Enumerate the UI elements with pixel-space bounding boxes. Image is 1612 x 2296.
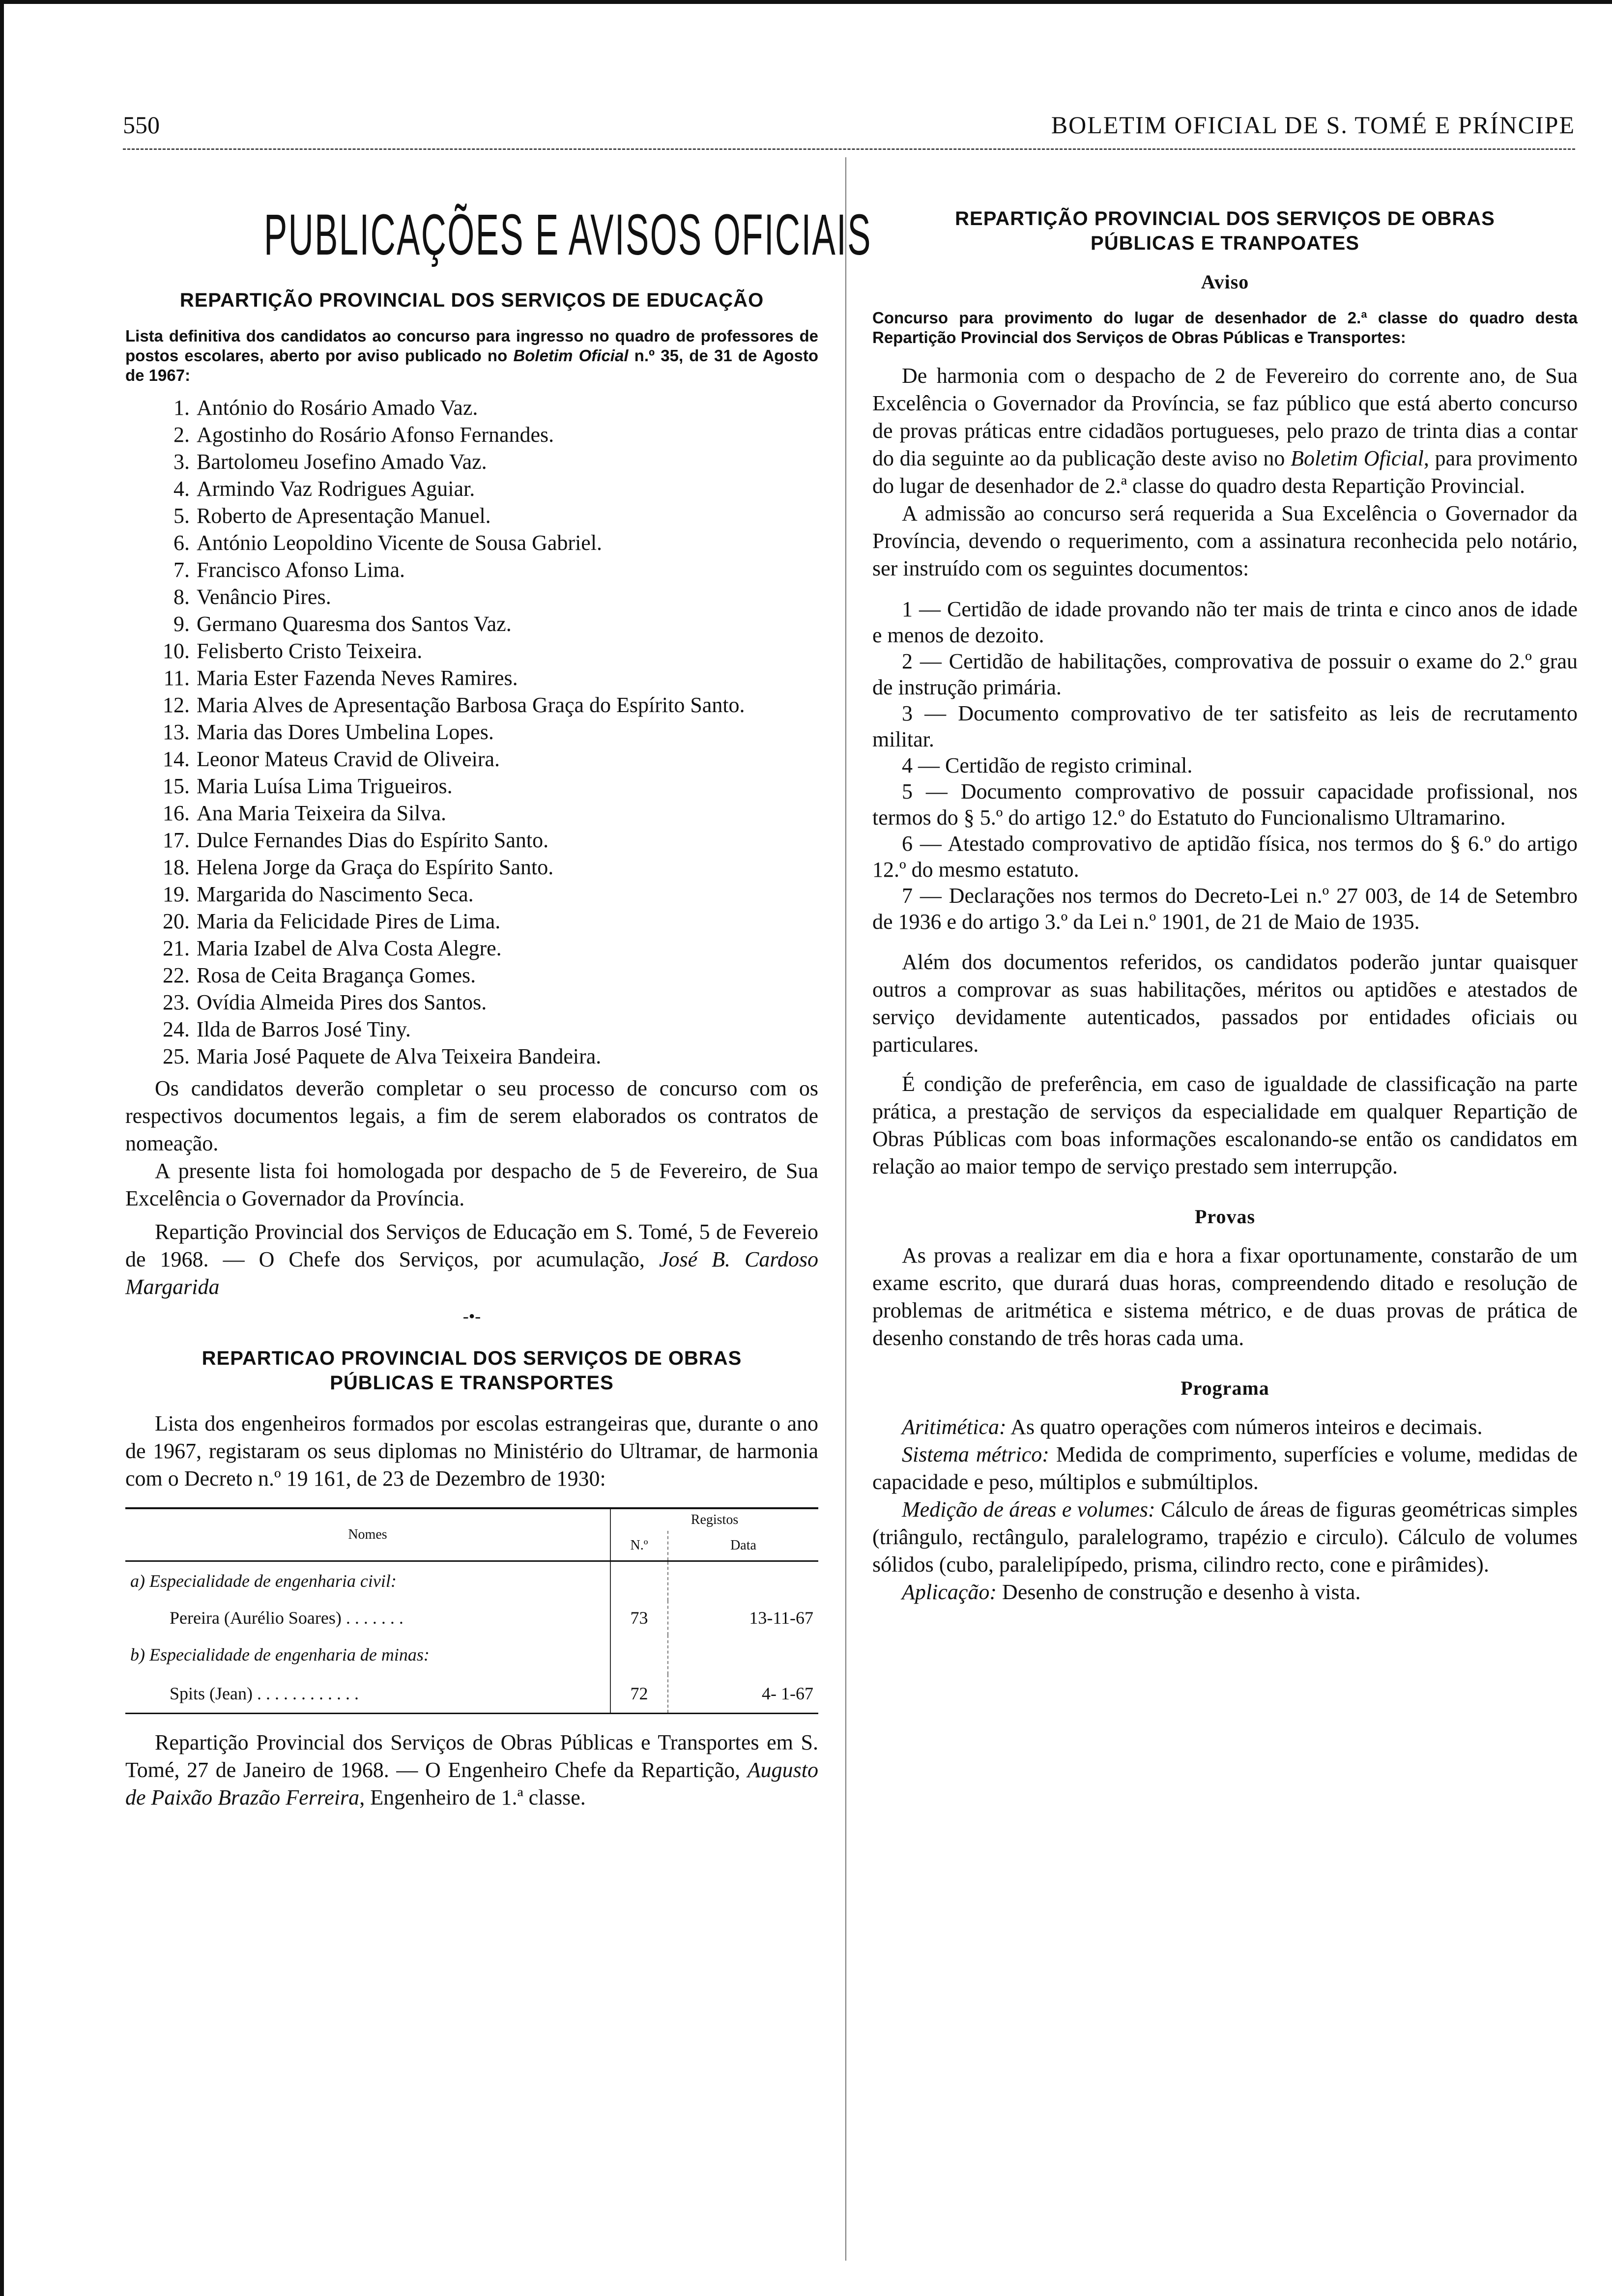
candidate-number: 6. bbox=[173, 531, 190, 555]
engineers-intro: Lista dos engenheiros formados por escolas estrangeiras que, durante o ano de 1967, registaram os seus diplomas no Ministério do Ultramar, de harmonia com o Decreto n.º 19 161, de 23 de Dezembro de 1930: bbox=[125, 1411, 818, 1491]
engineers-closing bbox=[125, 1729, 818, 1811]
candidate-item bbox=[125, 935, 818, 962]
education-signatory: José B. Cardoso Margarida bbox=[125, 1247, 818, 1299]
group-b-label: b) Especialidade de engenharia de minas: bbox=[130, 1644, 430, 1665]
engineers-closing-text: Repartição Provincial dos Serviços de Obras Públicas e Transportes em S. Tomé, 27 de Janeiro de 1968. — O Engenheiro Chefe da Repartição, bbox=[125, 1730, 818, 1782]
candidate-number: 8. bbox=[173, 585, 190, 609]
programa-item bbox=[872, 1413, 1578, 1441]
candidate-item bbox=[125, 854, 818, 881]
registo-num: 73 bbox=[610, 1601, 668, 1635]
candidate-name: Roberto de Apresentação Manuel. bbox=[197, 504, 491, 528]
running-title: BOLETIM OFICIAL DE S. TOMÉ E PRÍNCIPE bbox=[1051, 111, 1575, 139]
education-para-2: A presente lista foi homologada por despacho de 5 de Fevereiro, de Sua Excelência o Governador da Província. bbox=[125, 1159, 818, 1210]
document-item: 7 — Declarações nos termos do Decreto-Lei n.º 27 003, de 14 de Setembro de 1936 e do artigo 3.º da Lei n.º 1901, de 21 de Maio de 1935. bbox=[872, 884, 1578, 934]
candidate-number: 15. bbox=[163, 774, 190, 798]
candidate-item bbox=[125, 448, 818, 475]
candidate-name: Helena Jorge da Graça do Espírito Santo. bbox=[197, 855, 554, 879]
aviso-lead: Concurso para provimento do lugar de desenhador de 2.ª classe do quadro desta Repartição Provincial dos Serviços de Obras Públicas e Transportes: bbox=[872, 309, 1578, 346]
column-rule bbox=[845, 157, 846, 2261]
candidate-number: 10. bbox=[163, 639, 190, 663]
programa-heading: Programa bbox=[1180, 1377, 1269, 1399]
candidate-item bbox=[125, 1043, 818, 1070]
programa-item bbox=[872, 1441, 1578, 1496]
candidate-number: 3. bbox=[173, 450, 190, 474]
registo-date: 13-11-67 bbox=[668, 1601, 818, 1635]
candidate-name: António Leopoldino Vicente de Sousa Gabriel. bbox=[197, 531, 603, 555]
header-rule bbox=[123, 148, 1575, 150]
aviso-heading-line-1: REPARTIÇÃO PROVINCIAL DOS SERVIÇOS DE OBRAS bbox=[955, 208, 1495, 230]
programa-term: Medição de áreas e volumes: bbox=[902, 1497, 1155, 1521]
candidate-number: 21. bbox=[163, 936, 190, 960]
programa-desc: As quatro operações com números inteiros e decimais. bbox=[1006, 1415, 1483, 1439]
candidate-number: 2. bbox=[173, 423, 190, 447]
programa-term: Aplicação: bbox=[902, 1580, 997, 1604]
aviso-para-1-journal: Boletim Oficial bbox=[1291, 446, 1424, 470]
document-item: 3 — Documento comprovativo de ter satisfeito as leis de recrutamento militar. bbox=[872, 701, 1578, 751]
document-item: 2 — Certidão de habilitações, comprovativa de possuir o exame do 2.º grau de instrução primária. bbox=[872, 649, 1578, 699]
programa-desc: Medida de comprimento, superfícies e volume, medidas de capacidade e peso, múltiplos e submúltiplos. bbox=[872, 1442, 1578, 1494]
aviso-para-4: É condição de preferência, em caso de igualdade de classificação na parte prática, a prestação de serviços da especialidade em qualquer Repartição de Obras Públicas com boas informações escalonando-se então os candidatos em relação ao maior tempo de serviço prestado sem interrupção. bbox=[872, 1072, 1578, 1178]
candidate-name: Leonor Mateus Cravid de Oliveira. bbox=[197, 747, 500, 771]
candidate-number: 7. bbox=[173, 558, 190, 582]
candidate-number: 16. bbox=[163, 801, 190, 825]
obras-heading-line-1: REPARTICAO PROVINCIAL DOS SERVIÇOS DE OBRAS bbox=[202, 1348, 742, 1369]
candidate-item bbox=[125, 881, 818, 908]
programa-term: Aritimética: bbox=[902, 1415, 1007, 1439]
candidate-name: Maria Ester Fazenda Neves Ramires. bbox=[197, 666, 518, 690]
education-closing-text: Repartição Provincial dos Serviços de Educação em S. Tomé, 5 de Fevereio de 1968. — O Chefe dos Serviços, por acumulação, bbox=[125, 1220, 818, 1271]
candidate-name: Maria da Felicidade Pires de Lima. bbox=[197, 909, 501, 933]
candidate-number: 24. bbox=[163, 1017, 190, 1041]
provas-text: As provas a realizar em dia e hora a fixar oportunamente, constarão de um exame escrito, que durará duas horas, compreendendo ditado e resolução de problemas de aritmética e sistema métrico, e de duas provas de prática de desenho constando de três horas cada uma. bbox=[872, 1243, 1578, 1350]
table-row: Pereira (Aurélio Soares) . . . . . . . 73 13-11-67 bbox=[125, 1601, 818, 1635]
group-a-label: a) Especialidade de engenharia civil: bbox=[130, 1571, 397, 1591]
candidate-item bbox=[125, 1016, 818, 1043]
candidate-item bbox=[125, 421, 818, 448]
candidate-name: Ana Maria Teixeira da Silva. bbox=[197, 801, 447, 825]
candidate-item bbox=[125, 583, 818, 610]
education-lead-journal: Boletim Oficial bbox=[513, 346, 629, 365]
programa-desc: Cálculo de áreas de figuras geométricas simples (triângulo, rectângulo, paralelogramo, trapézio e circulo). Cálculo de volumes sólidos (cubo, paralelipípedo, prisma, cilindro recto, cone e pirâmides). bbox=[872, 1497, 1578, 1577]
education-lead bbox=[125, 326, 818, 385]
engineer-name: Spits (Jean) bbox=[170, 1683, 253, 1703]
candidate-number: 22. bbox=[163, 963, 190, 987]
candidate-number: 9. bbox=[173, 612, 190, 636]
candidate-number: 20. bbox=[163, 909, 190, 933]
document-item: 1 — Certidão de idade provando não ter mais de trinta e cinco anos de idade e menos de dezoito. bbox=[872, 597, 1578, 647]
candidate-number: 11. bbox=[163, 666, 190, 690]
education-closing bbox=[125, 1218, 818, 1301]
col-header-registos: Registos bbox=[610, 1508, 818, 1531]
candidate-item bbox=[125, 962, 818, 989]
aviso-title: Aviso bbox=[1201, 271, 1249, 293]
aviso-para-1-end: , para provimento do lugar de desenhador de 2.ª classe do quadro desta Repartição Provincial. bbox=[872, 446, 1578, 498]
candidate-item bbox=[125, 908, 818, 935]
candidate-item bbox=[125, 746, 818, 773]
candidate-name: Francisco Afonso Lima. bbox=[197, 558, 405, 582]
candidate-number: 5. bbox=[173, 504, 190, 528]
candidate-item bbox=[125, 637, 818, 664]
candidate-number: 18. bbox=[163, 855, 190, 879]
candidate-number: 23. bbox=[163, 990, 190, 1014]
candidate-name: Bartolomeu Josefino Amado Vaz. bbox=[197, 450, 487, 474]
candidate-name: Maria Alves de Apresentação Barbosa Graça do Espírito Santo. bbox=[197, 693, 745, 717]
left-column bbox=[125, 162, 872, 2267]
col-header-names: Nomes bbox=[348, 1527, 387, 1542]
aviso-para-1-text: De harmonia com o despacho de 2 de Fevereiro do corrente ano, de Sua Excelência o Governador da Província, se faz público que está aberto concurso de provas práticas entre cidadãos portugueses, pelo prazo de trinta dias a contar do dia seguinte ao da publicação deste aviso no bbox=[872, 364, 1578, 470]
candidate-number: 19. bbox=[163, 882, 190, 906]
education-lead-ref: n.º 35, de 31 de Agosto de 1967: bbox=[125, 346, 818, 384]
engineers-table bbox=[125, 1507, 818, 1714]
aviso-para-2: A admissão ao concurso será requerida a Sua Excelência o Governador da Província, devendo o requerimento, com a assinatura reconhecida pelo notário, ser instruído com os seguintes documentos: bbox=[872, 501, 1578, 580]
document-list bbox=[872, 596, 1578, 935]
candidate-item bbox=[125, 989, 818, 1016]
candidate-name: Venâncio Pires. bbox=[197, 585, 331, 609]
programa-term: Sistema métrico: bbox=[902, 1442, 1049, 1466]
programa-item bbox=[872, 1578, 1578, 1606]
page-frame-left bbox=[0, 0, 4, 2296]
registo-date: 4- 1-67 bbox=[668, 1674, 818, 1714]
document-item: 4 — Certidão de registo criminal. bbox=[902, 753, 1193, 777]
education-lead-text: Lista definitiva dos candidatos ao concurso para ingresso no quadro de professores de postos escolares, aberto por aviso publicado no bbox=[125, 327, 818, 365]
registo-num: 72 bbox=[610, 1674, 668, 1714]
engineers-signatory: Augusto de Paixão Brazão Ferreira bbox=[125, 1758, 818, 1809]
obras-heading-line-2: PÚBLICAS E TRANSPORTES bbox=[330, 1372, 614, 1394]
candidate-item bbox=[125, 394, 818, 421]
candidate-name: Dulce Fernandes Dias do Espírito Santo. bbox=[197, 828, 549, 852]
candidate-name: Maria das Dores Umbelina Lopes. bbox=[197, 720, 494, 744]
programa-desc: Desenho de construção e desenho à vista. bbox=[997, 1580, 1361, 1604]
candidate-number: 25. bbox=[163, 1044, 190, 1068]
aviso-heading-line-2: PÚBLICAS E TRANPOATES bbox=[1091, 232, 1359, 254]
col-header-date: Data bbox=[668, 1531, 818, 1561]
candidate-item bbox=[125, 556, 818, 583]
main-title: PUBLICAÇÕES E AVISOS OFICIAIS bbox=[264, 202, 872, 267]
provas-heading: Provas bbox=[1194, 1205, 1256, 1228]
candidate-name: Maria Izabel de Alva Costa Alegre. bbox=[197, 936, 502, 960]
page-header bbox=[123, 111, 1575, 145]
candidate-name: Germano Quaresma dos Santos Vaz. bbox=[197, 612, 512, 636]
candidate-number: 13. bbox=[163, 720, 190, 744]
table-row: Spits (Jean) . . . . . . . . . . . . 72 4- 1-67 bbox=[125, 1674, 818, 1714]
page-frame-top bbox=[0, 0, 1612, 4]
candidate-item bbox=[125, 502, 818, 529]
candidate-number: 4. bbox=[173, 477, 190, 501]
candidate-item bbox=[125, 529, 818, 556]
candidate-number: 14. bbox=[163, 747, 190, 771]
candidate-name: Armindo Vaz Rodrigues Aguiar. bbox=[197, 477, 475, 501]
programa-item bbox=[872, 1496, 1578, 1578]
col-header-num: N.º bbox=[610, 1531, 668, 1561]
page-number: 550 bbox=[123, 111, 160, 139]
candidate-name: Rosa de Ceita Bragança Gomes. bbox=[197, 963, 476, 987]
candidate-item bbox=[125, 664, 818, 691]
candidate-list bbox=[125, 394, 818, 1070]
aviso-para-1 bbox=[872, 362, 1578, 500]
education-heading: REPARTIÇÃO PROVINCIAL DOS SERVIÇOS DE EDUCAÇÃO bbox=[179, 289, 764, 311]
candidate-item bbox=[125, 773, 818, 800]
candidate-name: Felisberto Cristo Teixeira. bbox=[197, 639, 423, 663]
candidate-name: Maria José Paquete de Alva Teixeira Bandeira. bbox=[197, 1044, 602, 1068]
right-column bbox=[872, 162, 1578, 2267]
candidate-item bbox=[125, 718, 818, 746]
education-para-1: Os candidatos deverão completar o seu processo de concurso com os respectivos documentos legais, a fim de serem elaborados os contratos de nomeação. bbox=[125, 1076, 818, 1155]
candidate-number: 17. bbox=[163, 828, 190, 852]
candidate-item bbox=[125, 610, 818, 637]
section-ornament: -•- bbox=[462, 1306, 481, 1326]
engineer-name: Pereira (Aurélio Soares) bbox=[170, 1607, 342, 1628]
aviso-para-3: Além dos documentos referidos, os candidatos poderão juntar quaisquer outros a comprovar as suas habilitações, méritos ou aptidões e atestados de serviço devidamente autenticados, passados por entidades oficiais ou particulares. bbox=[872, 950, 1578, 1057]
document-item: 5 — Documento comprovativo de possuir capacidade profissional, nos termos do § 5.º do artigo 12.º do Estatuto do Funcionalismo Ultramarino. bbox=[872, 779, 1578, 830]
document-item: 6 — Atestado comprovativo de aptidão física, nos termos do § 6.º do artigo 12.º do mesmo estatuto. bbox=[872, 832, 1578, 882]
candidate-item bbox=[125, 475, 818, 502]
candidate-number: 12. bbox=[163, 693, 190, 717]
candidate-item bbox=[125, 827, 818, 854]
candidate-name: Margarida do Nascimento Seca. bbox=[197, 882, 474, 906]
engineers-closing-rank: , Engenheiro de 1.ª classe. bbox=[359, 1785, 586, 1809]
candidate-name: Ilda de Barros José Tiny. bbox=[197, 1017, 411, 1041]
candidate-item bbox=[125, 800, 818, 827]
candidate-item bbox=[125, 691, 818, 718]
candidate-name: Maria Luísa Lima Trigueiros. bbox=[197, 774, 453, 798]
candidate-name: António do Rosário Amado Vaz. bbox=[197, 396, 478, 420]
candidate-name: Agostinho do Rosário Afonso Fernandes. bbox=[197, 423, 554, 447]
candidate-number: 1. bbox=[173, 396, 190, 420]
candidate-name: Ovídia Almeida Pires dos Santos. bbox=[197, 990, 487, 1014]
